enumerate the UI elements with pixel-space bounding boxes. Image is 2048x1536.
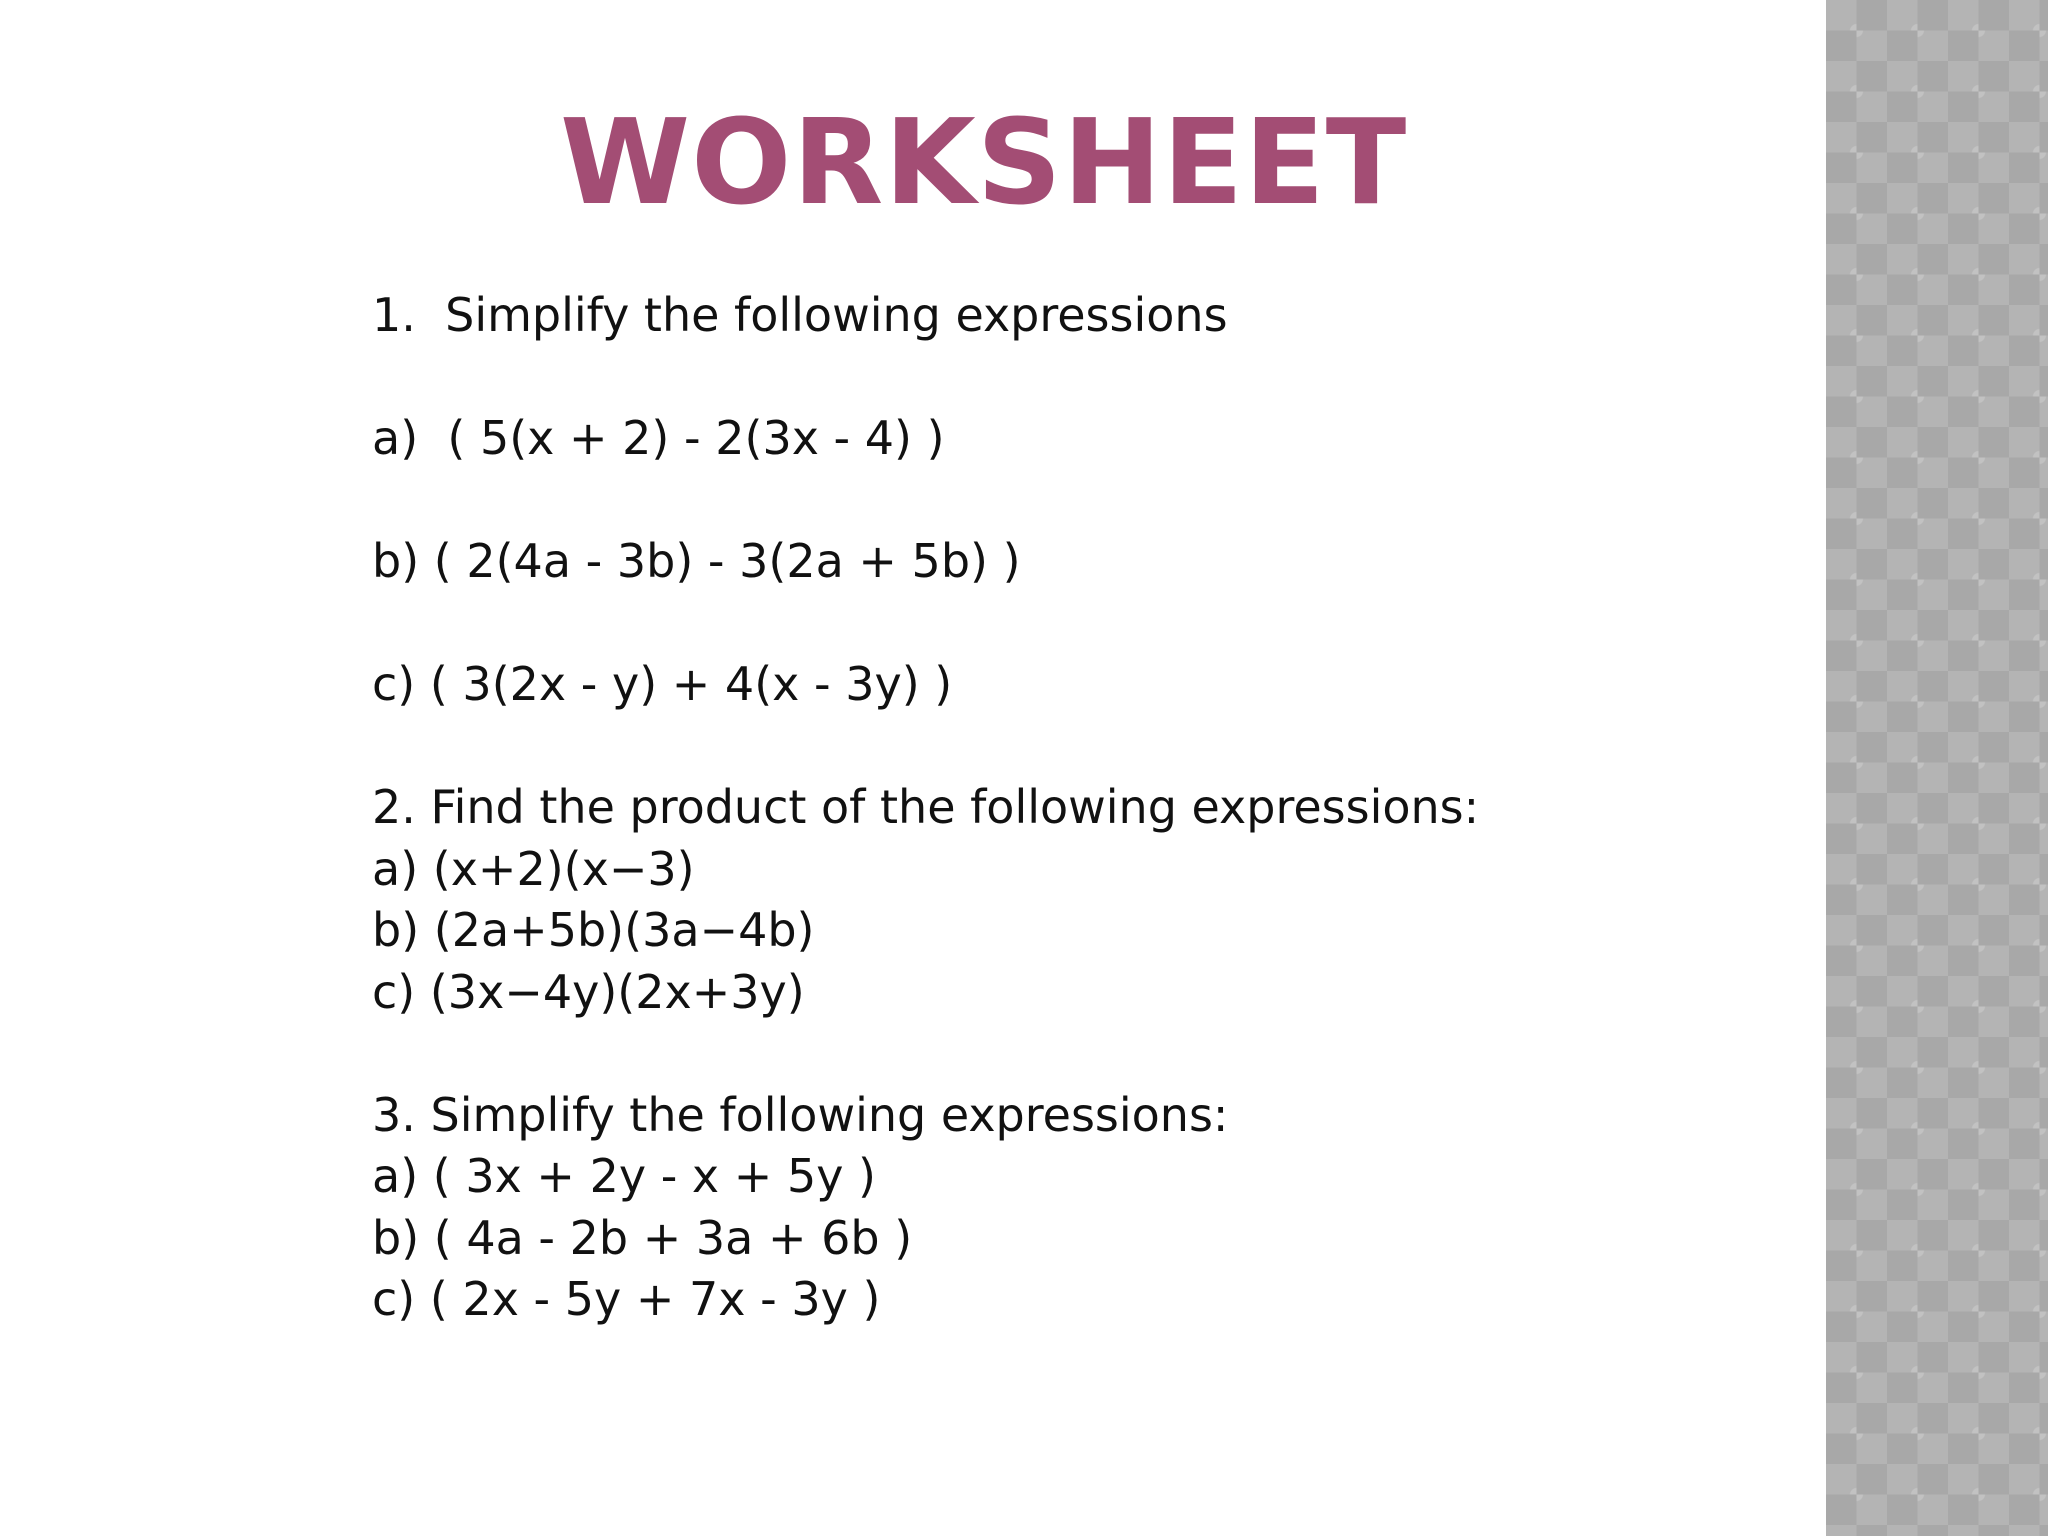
section-3-item-a: a) ( 3x + 2y - x + 5y ) <box>372 1149 877 1203</box>
worksheet-title: WORKSHEET <box>560 93 1408 231</box>
section-3-item-b: b) ( 4a - 2b + 3a + 6b ) <box>372 1210 913 1265</box>
decorative-side-panel <box>1826 0 2048 1536</box>
section-1-heading: 1. Simplify the following expressions <box>372 288 1228 342</box>
worksheet-body <box>372 285 1672 1331</box>
spacer <box>372 347 1672 409</box>
spacer <box>372 470 1672 532</box>
section-3-item-c: c) ( 2x - 5y + 7x - 3y ) <box>372 1272 881 1326</box>
section-2-heading: 2. Find the product of the following expressions: <box>372 780 1480 834</box>
section-3-heading: 3. Simplify the following expressions: <box>372 1087 1229 1142</box>
section-2-item-c: c) (3x−4y)(2x+3y) <box>372 964 805 1019</box>
section-2-item-b: b) (2a+5b)(3a−4b) <box>372 903 815 957</box>
spacer <box>372 1023 1672 1085</box>
section-1-item-a: a) ( 5(x + 2) - 2(3x - 4) ) <box>372 411 945 465</box>
section-2-item-a: a) (x+2)(x−3) <box>372 841 695 896</box>
section-1-item-b: b) ( 2(4a - 3b) - 3(2a + 5b) ) <box>372 534 1021 588</box>
section-1-item-c: c) ( 3(2x - y) + 4(x - 3y) ) <box>372 657 953 711</box>
spacer <box>372 593 1672 655</box>
spacer <box>372 716 1672 778</box>
